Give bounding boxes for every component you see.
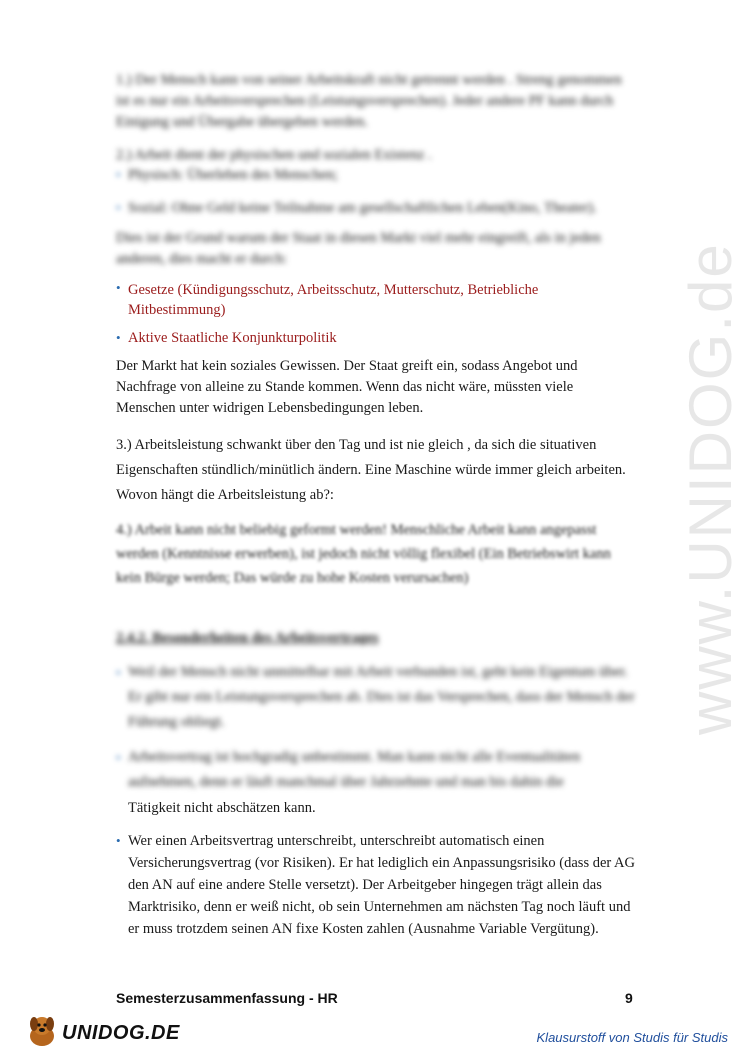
- bullet-versicherung: [116, 830, 636, 970]
- dog-icon: [22, 1012, 62, 1052]
- bullet-konjunktur: [116, 330, 636, 352]
- paragraph-3: Dies ist der Grund warum der Staat in diesen Markt viel mehr eingreift, als in jeden anderen, dies macht er durch:: [116, 230, 601, 267]
- bullet-icon: •: [116, 330, 121, 345]
- bullet-icon: •: [116, 280, 121, 295]
- bullet-eigentum: [116, 660, 636, 732]
- tagline: Klausurstoff von Studis für Studis: [536, 1030, 728, 1045]
- paragraph-1: 1.) Der Mensch kann von seiner Arbeitskraft nicht getrennt werden . Streng genommen ist es nur ein Arbeitsversprechen (Leistungsversprechen). Jeder andere PF kann durch Einigung und Übergabe übergeben werden.: [116, 72, 622, 130]
- bullet-text: Physisch: Überleben des Menschen;: [128, 167, 338, 183]
- paragraph-2: 2.) Arbeit dient der physischen und sozialen Existenz .: [116, 147, 432, 163]
- bullet-sozial: [116, 200, 636, 222]
- bullet-gesetze: [116, 280, 636, 324]
- bullet-icon: •: [116, 167, 121, 182]
- bullet-icon: •: [116, 665, 121, 680]
- page-number: 9: [625, 990, 633, 1006]
- unidog-logo: [22, 1012, 180, 1052]
- bullet-icon: •: [116, 833, 121, 848]
- bullet-text: Gesetze (Kündigungsschutz, Arbeitsschutz, Mutterschutz, Betriebliche Mitbestimmung): [128, 282, 539, 318]
- section-heading: 2.4.2. Besonderheiten des Arbeitsvertrages: [116, 630, 379, 646]
- bullet-text: Sozial: Ohne Geld keine Teilnahme am gesellschaftlichen Leben(Kino, Theater).: [128, 200, 597, 216]
- bullet-unbestimmt-continued: Tätigkeit nicht abschätzen kann.: [128, 800, 316, 816]
- bullet-text: Weil der Mensch nicht unmittelbar mit Arbeit verbunden ist, geht kein Eigentum über. Er gibt nur ein Leistungsversprechen ab. Dies ist das Versprechen, dass der Mensch der Führung obliegt.: [128, 664, 635, 730]
- watermark: www.UNIDOG.de: [677, 242, 744, 735]
- bullet-text: Aktive Staatliche Konjunkturpolitik: [128, 330, 337, 346]
- logo-text: UNIDOG.DE: [62, 1022, 180, 1044]
- paragraph-6: 4.) Arbeit kann nicht beliebig geformt werden! Menschliche Arbeit kann angepasst werden (Kenntnisse erwerben), ist jedoch nicht völlig flexibel (Ein Betriebswirt kann kein Bürge werden; Das würde zu hohe Kosten verursachen): [116, 522, 611, 586]
- bullet-icon: •: [116, 200, 121, 215]
- bullet-text: Arbeitsvertrag ist hochgradig unbestimmt. Man kann nicht alle Eventualitäten aufnehmen, denn er läuft manchmal über Jahrzehnte und man bis dahin die: [128, 749, 581, 790]
- bullet-text: Wer einen Arbeitsvertrag unterschreibt, unterschreibt automatisch einen Versicherungsvertrag (vor Risiken). Er hat lediglich ein Anpassungsrisiko (dass der AG den AN auf eine andere Stelle versetzt). Der Arbeitgeber hingegen trägt allein das Marktrisiko, denn er weiß nicht, ob sein Unternehmen am nächsten Tag noch läuft und er muss trotzdem seinen AN fixe Kosten zahlen (Ausnahme Variable Vergütung).: [128, 833, 635, 937]
- bullet-icon: •: [116, 750, 121, 765]
- footer-title: Semesterzusammenfassung - HR: [116, 990, 338, 1006]
- bullet-unbestimmt: [116, 745, 636, 795]
- paragraph-5: 3.) Arbeitsleistung schwankt über den Tag und ist nie gleich , da sich die situativen Eigenschaften stündlich/minütlich ändern. Eine Maschine würde immer gleich arbeiten. Wovon hängt die Arbeitsleistung ab?:: [116, 437, 626, 503]
- paragraph-4: Der Markt hat kein soziales Gewissen. Der Staat greift ein, sodass Angebot und Nachfrage von alleine zu Stande kommen. Wenn das nicht wäre, müssten viele Menschen unter widrigen Lebensbedingungen leben.: [116, 358, 578, 416]
- bullet-physisch: [116, 167, 636, 189]
